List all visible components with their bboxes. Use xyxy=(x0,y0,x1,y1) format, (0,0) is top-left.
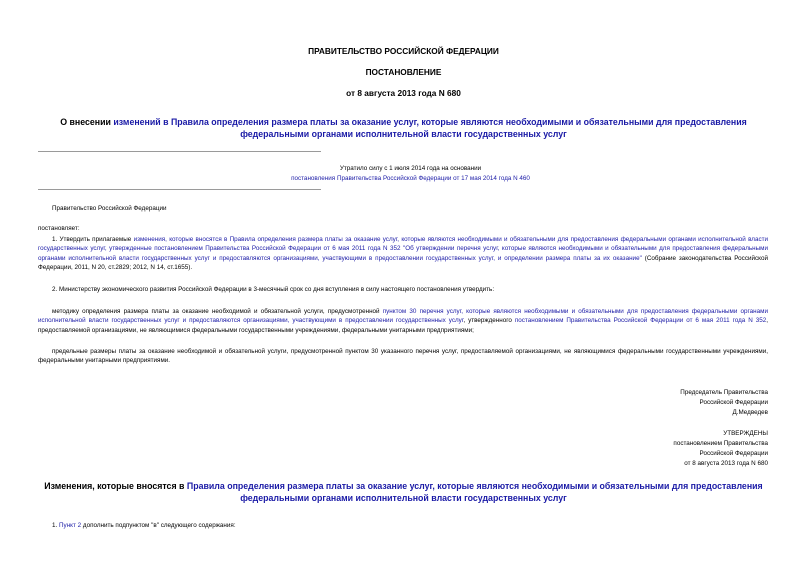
paragraph-1 xyxy=(38,235,768,272)
separator-bottom xyxy=(38,189,321,190)
item-1-text-a: 1. xyxy=(52,522,60,529)
p1-text-b: (Собрание законодательства Российской Федерации, 2011, N 20, ст.2829; 2012, N 14, ст.1655). xyxy=(38,254,769,271)
p3-link-list[interactable]: пунктом 30 перечня услуг, которые являются необходимыми и обязательными для предоставления федеральными органами исполнительной власти государственных услуг и предоставляются организациями, участвующими в предоставлении государственных услуг xyxy=(38,308,768,325)
document-date-number: от 8 августа 2013 года N 680 xyxy=(346,88,461,98)
signature-name: Д.Медведев xyxy=(732,409,768,416)
government-text: Правительство Российской Федерации xyxy=(52,205,167,212)
status-line1: Утратило силу с 1 июля 2014 года на основании xyxy=(339,165,482,172)
document-title xyxy=(50,116,757,140)
item-1-link[interactable]: Пункт 2 xyxy=(59,522,82,529)
changes-title-prefix: Изменения, которые вносятся в xyxy=(44,481,187,491)
approved-heading: УТВЕРЖДЕНЫ xyxy=(723,430,768,437)
signature-country: Российской Федерации xyxy=(699,399,768,406)
p3-text-a: методику определения размера платы за оказание необходимой и обязательной услуги, предусмотренной xyxy=(52,308,383,315)
paragraph-3 xyxy=(38,307,768,335)
item-1-text-b: дополнить подпунктом "в" следующего содержания: xyxy=(81,522,236,529)
title-link[interactable]: изменений в Правила определения размера платы за оказание услуг, которые являются необходимыми и обязательными для предоставления федеральными органами исполнительной власти государственных услуг xyxy=(113,117,747,139)
p1-link[interactable]: изменения, которые вносятся в Правила определения размера платы за оказание услуг, которые являются необходимыми и обязательными для предоставления федеральными органами исполнительной власти государственных услуг, утвержденные постановлением Правительства Российской Федерации от 6 мая 2011 года N 352 "Об утверждении перечня услуг, которые являются необходимыми и обязательными для предоставления федеральными органами исполнительной власти государственных услуг и предоставляются организациями, участвующими в предоставлении государственных услуг, и определении размера платы за их оказание" xyxy=(38,236,769,262)
status-link[interactable]: постановления Правительства Российской Федерации от 17 мая 2014 года N 460 xyxy=(291,175,530,182)
approved-line3: Российской Федерации xyxy=(699,450,768,457)
paragraph-2: 2. Министерству экономического развития Российской Федерации в 3-месячный срок со дня вступления в силу настоящего постановления утвердить: xyxy=(52,286,495,293)
p3-text-c: , предоставляемой организациями, не являющимися федеральными государственными учреждениями, федеральными унитарными предприятиями; xyxy=(38,317,768,334)
approved-line2: постановлением Правительства xyxy=(673,440,768,447)
changes-title xyxy=(40,480,767,504)
p1-text-a: 1. Утвердить прилагаемые xyxy=(52,236,134,243)
authority-heading: ПРАВИТЕЛЬСТВО РОССИЙСКОЙ ФЕДЕРАЦИИ xyxy=(308,46,499,56)
p3-link-resolution[interactable]: постановлением Правительства Российской Федерации от 6 мая 2011 года N 352 xyxy=(514,317,767,325)
title-prefix: О внесении xyxy=(60,117,114,127)
signature-position: Председатель Правительства xyxy=(680,389,768,396)
decides-text: постановляет: xyxy=(38,225,80,232)
separator-top xyxy=(38,151,321,152)
approved-line4: от 8 августа 2013 года N 680 xyxy=(684,460,768,467)
changes-title-link[interactable]: Правила определения размера платы за оказание услуг, которые являются необходимыми и обязательными для предоставления федеральными органами исполнительной власти государственных услуг xyxy=(186,481,763,503)
p3-text-b: , утвержденного xyxy=(463,317,515,325)
document-type-heading: ПОСТАНОВЛЕНИЕ xyxy=(365,67,442,77)
item-1 xyxy=(52,521,236,530)
paragraph-4: предельные размеры платы за оказание необходимой и обязательной услуги, предусмотренной пунктом 30 указанного перечня услуг, предоставляемой организациями, не являющимися федеральными государственными учреждениями, федеральными унитарными предприятиями. xyxy=(38,348,768,365)
